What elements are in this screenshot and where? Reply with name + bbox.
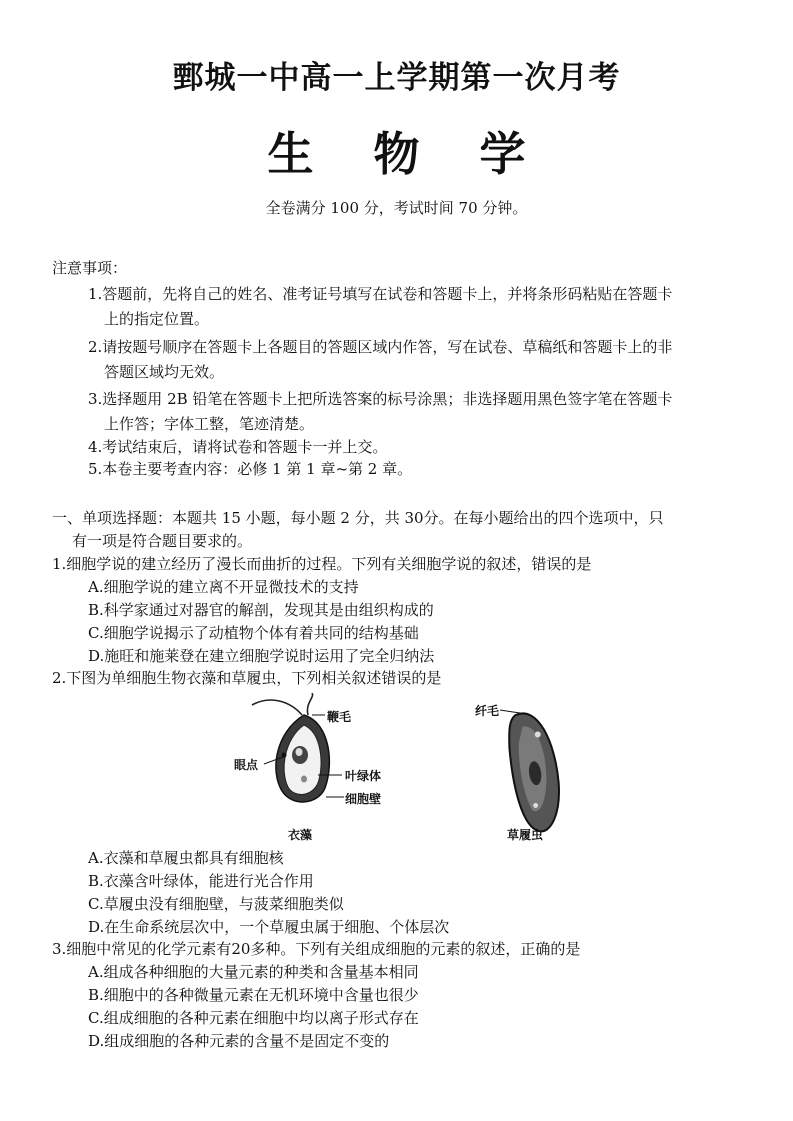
option-d: D.施旺和施莱登在建立细胞学说时运用了完全归纳法: [88, 647, 435, 665]
label-chloroplast: 叶绿体: [345, 769, 382, 783]
label-chlamydomonas: 衣藻: [288, 828, 313, 842]
option-a: A.细胞学说的建立离不开显微技术的支持: [88, 578, 359, 596]
option-b: B.科学家通过对器官的解剖，发现其是由组织构成的: [88, 601, 434, 619]
option-c: C.细胞学说揭示了动植物个体有着共同的结构基础: [88, 624, 419, 642]
exam-info: 全卷满分 100 分，考试时间 70 分钟。: [265, 199, 528, 217]
note-line: 1.答题前，先将自己的姓名、准考证号填写在试卷和答题卡上，并将条形码粘贴在答题卡: [88, 285, 673, 303]
section-heading-cont: 有一项是符合题目要求的。: [72, 532, 253, 550]
label-paramecium: 草履虫: [507, 828, 544, 842]
note-line: 4.考试结束后，请将试卷和答题卡一并上交。: [88, 438, 388, 456]
option-b: B.细胞中的各种微量元素在无机环境中含量也很少: [88, 986, 419, 1004]
label-eyespot: 眼点: [234, 758, 259, 772]
label-cilia: 纤毛: [475, 704, 500, 718]
figure-drawing: [230, 693, 560, 843]
note-line: 3.选择题用 2B 铅笔在答题卡上把所选答案的标号涂黑；非选择题用黑色签字笔在答题卡: [88, 390, 673, 408]
label-flagellum: 鞭毛: [327, 710, 352, 724]
option-c: C.组成细胞的各种元素在细胞中均以离子形式存在: [88, 1009, 419, 1027]
option-d: D.组成细胞的各种元素的含量不是固定不变的: [88, 1032, 390, 1050]
option-c: C.草履虫没有细胞壁，与菠菜细胞类似: [88, 895, 344, 913]
option-d: D.在生命系统层次中，一个草履虫属于细胞、个体层次: [88, 918, 450, 936]
option-a: A.衣藻和草履虫都具有细胞核: [88, 849, 284, 867]
question-stem: 2.下图为单细胞生物衣藻和草履虫，下列相关叙述错误的是: [52, 669, 442, 687]
note-line: 5.本卷主要考查内容：必修 1 第 1 章~第 2 章。: [88, 460, 413, 478]
note-line: 上的指定位置。: [104, 310, 210, 328]
option-a: A.组成各种细胞的大量元素的种类和含量基本相同: [88, 963, 419, 981]
note-line: 上作答；字体工整，笔迹清楚。: [104, 415, 315, 433]
question-stem: 1.细胞学说的建立经历了漫长而曲折的过程。下列有关细胞学说的叙述，错误的是: [52, 555, 592, 573]
organism-figure: [230, 693, 560, 843]
exam-title: 鄄城一中高一上学期第一次月考: [172, 60, 621, 96]
section-heading: 一、单项选择题：本题共 15 小题，每小题 2 分，共 30分。在每小题给出的四个选项中，只: [52, 509, 664, 527]
note-line: 2.请按题号顺序在答题卡上各题目的答题区域内作答，写在试卷、草稿纸和答题卡上的非: [88, 338, 673, 356]
question-stem: 3.细胞中常见的化学元素有20多种。下列有关组成细胞的元素的叙述，正确的是: [52, 940, 581, 958]
notes-heading: 注意事项：: [52, 259, 128, 277]
option-b: B.衣藻含叶绿体，能进行光合作用: [88, 872, 314, 890]
label-cellwall: 细胞壁: [345, 792, 382, 806]
subject-title: 生 物 学: [267, 127, 548, 181]
note-line: 答题区域均无效。: [104, 363, 225, 381]
